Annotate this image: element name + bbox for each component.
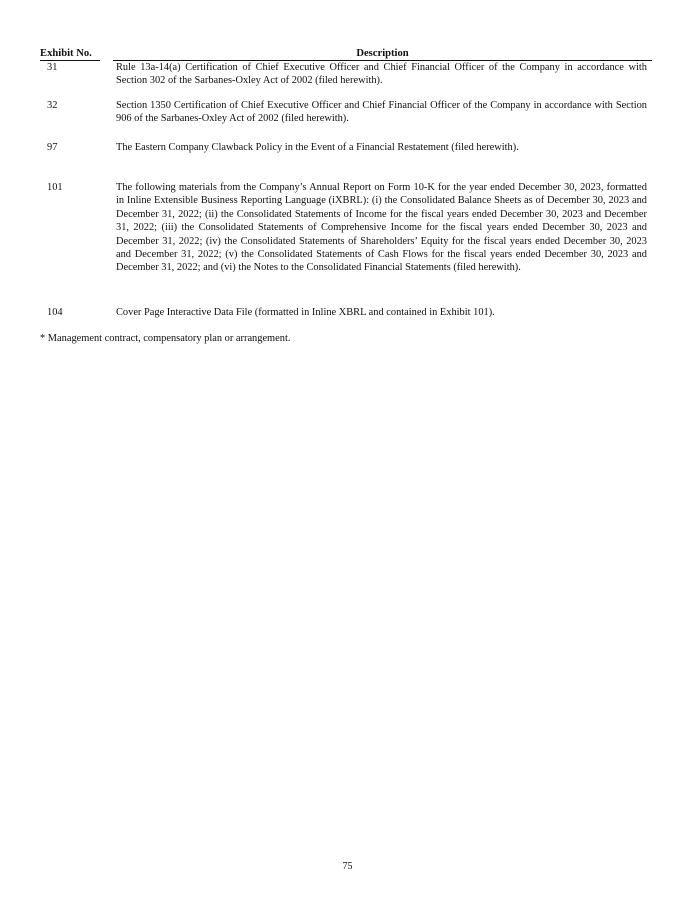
exhibit-description: The Eastern Company Clawback Policy in the Event of a Financial Restatement (filed herewith).	[116, 142, 519, 153]
exhibit-number: 32	[47, 100, 58, 111]
exhibit-description: Cover Page Interactive Data File (formatted in Inline XBRL and contained in Exhibit 101).	[116, 307, 495, 318]
page-number: 75	[342, 861, 353, 872]
exhibit-table-header	[40, 47, 652, 61]
exhibit-number: 97	[47, 142, 58, 153]
exhibit-description: The following materials from the Company’s Annual Report on Form 10-K for the year ended December 30, 2023, formatted in Inline Extensible Business Reporting Language (iXBRL): (i) the Consolidated Balance Sheets as of December 30, 2023 and December 31, 2022; (ii) the Consolidated Statements of Income for the fiscal years ended December 30, 2023 and December 31, 2022; (iii) the Consolidated Statements of Comprehensive Income for the fiscal years ended December 30, 2023 and December 31, 2022; (iv) the Consolidated Statements of Shareholders’ Equity for the fiscal years ended December 30, 2023 and December 31, 2022; (v) the Consolidated Statements of Cash Flows for the fiscal years ended December 30, 2023 and December 31, 2022; and (vi) the Notes to the Consolidated Financial Statements (filed herewith).	[116, 182, 647, 274]
exhibit-number: 104	[47, 307, 63, 318]
exhibit-description: Section 1350 Certification of Chief Executive Officer and Chief Financial Officer of the Company in accordance with Section 906 of the Sarbanes-Oxley Act of 2002 (filed herewith).	[116, 100, 647, 125]
exhibit-no-column-header: Exhibit No.	[40, 47, 100, 61]
exhibit-description: Rule 13a-14(a) Certification of Chief Executive Officer and Chief Financial Officer of the Company in accordance with Section 302 of the Sarbanes-Oxley Act of 2002 (filed herewith).	[116, 62, 647, 87]
exhibit-number: 101	[47, 182, 63, 193]
description-column-header: Description	[113, 47, 652, 61]
management-contract-footnote: * Management contract, compensatory plan or arrangement.	[40, 333, 291, 344]
exhibit-number: 31	[47, 62, 58, 73]
